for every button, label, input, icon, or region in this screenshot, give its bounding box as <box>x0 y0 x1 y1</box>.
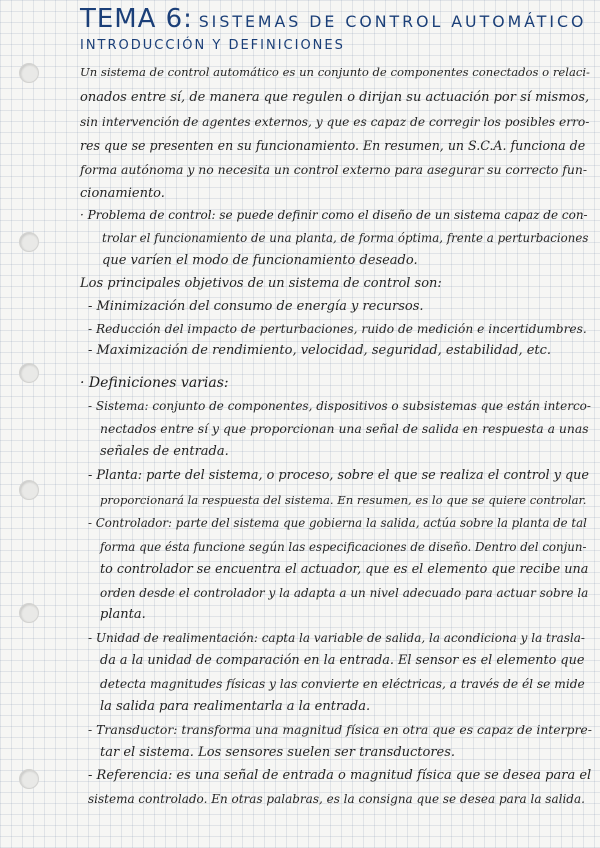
text-line: que varíen el modo de funcionamiento deseado. <box>102 253 418 268</box>
text-line: res que se presenten en su funcionamiento. En resumen, un S.C.A. funciona de <box>80 138 586 153</box>
text-line: orden desde el controlador y la adapta a un nivel adecuado para actuar sobre la <box>100 586 589 600</box>
list-item: - Reducción del impacto de perturbaciones, ruido de medición e incertidumbres. <box>88 322 587 336</box>
title-number: TEMA 6: <box>80 4 193 34</box>
text-line: señales de entrada. <box>100 444 229 459</box>
text-line: onados entre sí, de manera que regulen o dirijan su actuación por sí mismos, <box>80 90 590 105</box>
text-line: sistema controlado. En otras palabras, es la consigna que se desea para la salida. <box>88 792 585 806</box>
list-item: - Maximización de rendimiento, velocidad, seguridad, estabilidad, etc. <box>88 343 552 358</box>
text-line: la salida para realimentarla a la entrada. <box>100 699 371 714</box>
page-title <box>80 4 586 34</box>
list-item: - Transductor: transforma una magnitud física en otra que es capaz de interpre- <box>88 722 592 737</box>
binder-hole <box>19 63 39 83</box>
text-line: tar el sistema. Los sensores suelen ser transductores. <box>100 745 456 760</box>
list-item: - Unidad de realimentación: capta la variable de salida, la acondiciona y la trasla- <box>88 631 585 645</box>
text-line: proporcionará la respuesta del sistema. En resumen, es lo que se quiere controlar. <box>100 493 587 507</box>
list-item: - Planta: parte del sistema, o proceso, sobre el que se realiza el control y que <box>88 468 589 483</box>
binder-hole <box>19 603 39 623</box>
binder-hole <box>19 232 39 252</box>
title-text: SISTEMAS DE CONTROL AUTOMÁTICO <box>198 12 587 31</box>
section-heading: · Definiciones varias: <box>80 375 229 391</box>
text-line: cionamiento. <box>80 186 165 201</box>
text-line: nectados entre sí y que proporcionan una señal de salida en respuesta a unas <box>100 421 589 436</box>
text-line: detecta magnitudes físicas y las convierte en eléctricas, a través de él se mide <box>100 677 585 691</box>
text-line: trolar el funcionamiento de una planta, de forma óptima, frente a perturbaciones <box>102 231 589 245</box>
list-item: - Minimización del consumo de energía y recursos. <box>88 299 424 314</box>
text-line: forma autónoma y no necesita un control externo para asegurar su correcto fun- <box>80 162 588 177</box>
text-line: Los principales objetivos de un sistema de control son: <box>80 276 442 291</box>
binder-hole <box>19 363 39 383</box>
binder-hole <box>19 480 39 500</box>
list-item: - Referencia: es una señal de entrada o magnitud física que se desea para el <box>88 768 592 783</box>
list-item: - Sistema: conjunto de componentes, dispositivos o subsistemas que están interco- <box>88 399 591 413</box>
text-line: forma que ésta funcione según las especificaciones de diseño. Dentro del conjun- <box>100 540 587 554</box>
text-line: sin intervención de agentes externos, y que es capaz de corregir los posibles erro- <box>80 115 590 129</box>
list-item: - Controlador: parte del sistema que gobierna la salida, actúa sobre la planta de tal <box>88 516 587 530</box>
binder-hole <box>19 769 39 789</box>
text-line: to controlador se encuentra el actuador, que es el elemento que recibe una <box>100 562 589 577</box>
text-line: da a la unidad de comparación en la entrada. El sensor es el elemento que <box>100 653 585 668</box>
text-line: · Problema de control: se puede definir como el diseño de un sistema capaz de con- <box>80 208 588 222</box>
text-line: Un sistema de control automático es un conjunto de componentes conectados o relaci- <box>80 65 590 79</box>
text-line: planta. <box>100 607 146 622</box>
section-subtitle: INTRODUCCIÓN Y DEFINICIONES <box>80 38 345 53</box>
